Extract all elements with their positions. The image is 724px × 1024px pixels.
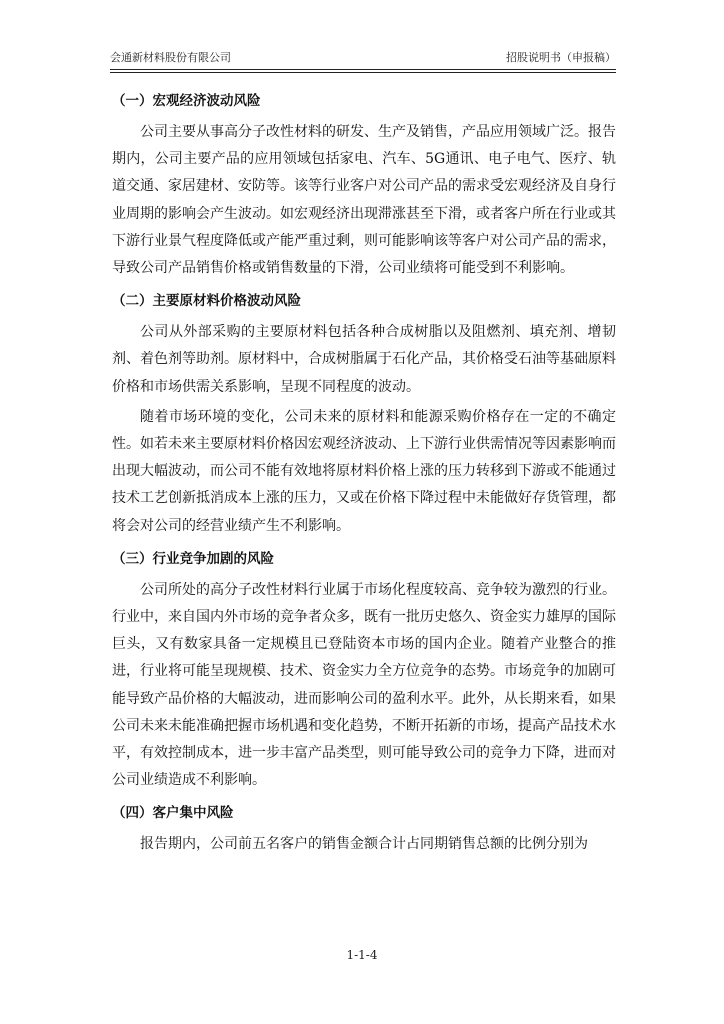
paragraph-raw-materials-2: 随着市场环境的变化，公司未来的原材料和能源采购价格存在一定的不确定性。如若未来主要原材料价格因宏观经济波动、上下游行业供需情况等因素影响而出现大幅波动，而公司不能有效地将原材料价格上涨的压力转移到下游或不能通过技术工艺创新抵消成本上涨的压力，又或在价格下降过程中未能做好存货管理，都将会对公司的经营业绩产生不利影响。 (112, 408, 616, 534)
section-heading-customer-concentration: （四）客户集中风险 (112, 805, 234, 822)
paragraph-macro-economy: 公司主要从事高分子改性材料的研发、生产及销售，产品应用领域广泛。报告期内，公司主要产品的应用领域包括家电、汽车、5G通讯、电子电气、医疗、轨道交通、家居建材、安防等。该等行业客户对公司产品的需求受宏观经济及自身行业周期的影响会产生波动。如宏观经济出现滞涨甚至下滑，或者客户所在行业或其下游行业景气程度降低或产能严重过剩，则可能影响该等客户对公司产品的需求，导致公司产品销售价格或销售数量的下滑，公司业绩将可能受到不利影响。 (112, 124, 616, 277)
header-rule-thin (110, 72, 616, 73)
section-heading-macro-economy: （一）宏观经济波动风险 (112, 93, 261, 109)
page-body (112, 86, 616, 859)
section-heading-raw-materials: （二）主要原材料价格波动风险 (112, 293, 301, 310)
paragraph-raw-materials-1: 公司从外部采购的主要原材料包括各种合成树脂以及阻燃剂、填充剂、增韧剂、着色剂等助剂。原材料中，合成树脂属于石化产品，其价格受石油等基础原料价格和市场供需关系影响，呈现不同程度的波动。 (112, 324, 616, 395)
header-rule-thick (110, 69, 616, 70)
running-header (110, 48, 616, 68)
header-company-name: 会通新材料股份有限公司 (110, 51, 231, 64)
paragraph-competition: 公司所处的高分子改性材料行业属于市场化程度较高、竞争较为激烈的行业。行业中，来自国内外市场的竞争者众多，既有一批历史悠久、资金实力雄厚的国际巨头，又有数家具备一定规模且已登陆资本市场的国内企业。随着产业整合的推进，行业将可能呈现规模、技术、资金实力全方位竞争的态势。市场竞争的加剧可能导致产品价格的大幅波动，进而影响公司的盈利水平。此外，从长期来看，如果公司未来未能准确把握市场机遇和变化趋势，不断开拓新的市场，提高产品技术水平，有效控制成本，进一步丰富产品类型，则可能导致公司的竞争力下降，进而对公司业绩造成不利影响。 (112, 581, 616, 789)
section-heading-competition: （三）行业竞争加剧的风险 (112, 550, 274, 567)
header-document-title: 招股说明书（申报稿） (506, 51, 616, 64)
paragraph-customer-concentration: 报告期内，公司前五名客户的销售金额合计占同期销售总额的比例分别为 (140, 836, 588, 853)
page-number: 1-1-4 (346, 948, 378, 962)
